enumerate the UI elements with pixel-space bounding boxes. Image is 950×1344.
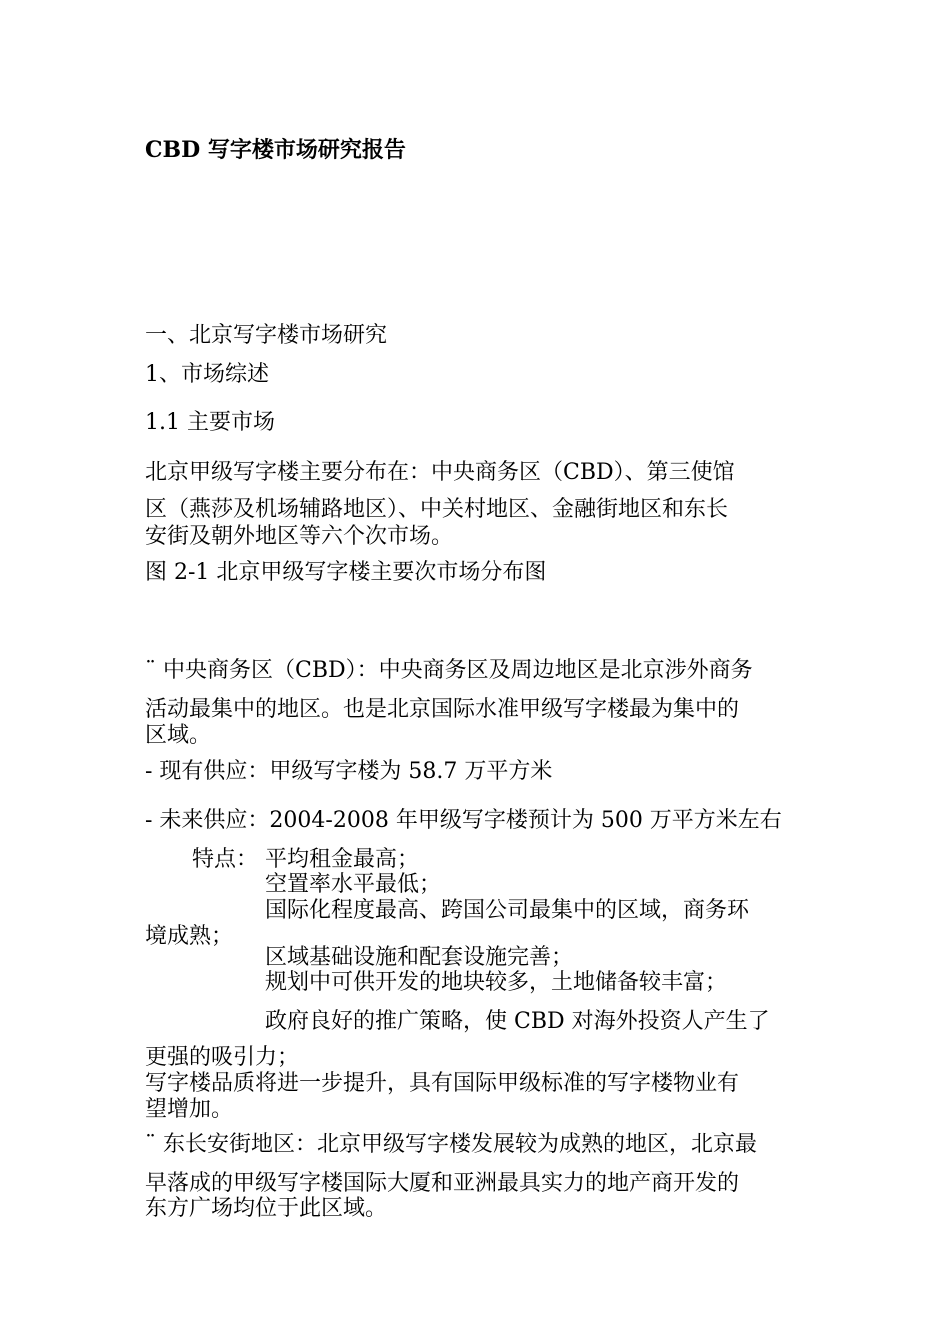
- east-line-3: 东方广场均位于此区域。: [145, 1196, 388, 1221]
- subsection-heading: 1、市场综述: [145, 362, 269, 387]
- intro-line-3: 安街及朝外地区等六个次市场。: [145, 524, 454, 549]
- features-label: 特点：: [192, 847, 259, 872]
- section-heading: 一、北京写字楼市场研究: [145, 323, 388, 348]
- feature-item: 望增加。: [145, 1097, 234, 1122]
- intro-line-1: 北京甲级写字楼主要分布在：中央商务区（CBD）、第三使馆: [145, 460, 735, 485]
- document-title: CBD 写字楼市场研究报告: [145, 137, 406, 163]
- cbd-line-3: 区域。: [145, 723, 212, 748]
- feature-item: 境成熟；: [145, 924, 234, 949]
- intro-line-2: 区（燕莎及机场辅路地区）、中关村地区、金融街地区和东长: [145, 497, 729, 522]
- feature-item: 政府良好的推广策略，使 CBD 对海外投资人产生了: [265, 1009, 770, 1034]
- cbd-line-2: 活动最集中的地区。也是北京国际水准甲级写字楼最为集中的: [145, 697, 740, 722]
- feature-item: 平均租金最高；: [265, 847, 420, 872]
- current-supply: - 现有供应：甲级写字楼为 58.7 万平方米: [145, 759, 553, 784]
- east-line-2: 早落成的甲级写字楼国际大厦和亚洲最具实力的地产商开发的: [145, 1171, 740, 1196]
- feature-item: 写字楼品质将进一步提升，具有国际甲级标准的写字楼物业有: [145, 1071, 740, 1096]
- feature-item: 更强的吸引力；: [145, 1045, 300, 1070]
- subsection-heading-1-1: 1.1 主要市场: [145, 410, 275, 435]
- cbd-line-1: ¨ 中央商务区（CBD）：中央商务区及周边地区是北京涉外商务: [145, 658, 753, 683]
- feature-item: 国际化程度最高、跨国公司最集中的区域，商务环: [265, 898, 750, 923]
- figure-caption: 图 2-1 北京甲级写字楼主要次市场分布图: [145, 560, 547, 585]
- future-supply: - 未来供应：2004-2008 年甲级写字楼预计为 500 万平方米左右: [145, 808, 782, 833]
- feature-item: 空置率水平最低；: [265, 872, 442, 897]
- feature-item: 区域基础设施和配套设施完善；: [265, 945, 574, 970]
- feature-item: 规划中可供开发的地块较多，土地储备较丰富；: [265, 970, 728, 995]
- east-line-1: ¨ 东长安街地区：北京甲级写字楼发展较为成熟的地区，北京最: [145, 1132, 757, 1157]
